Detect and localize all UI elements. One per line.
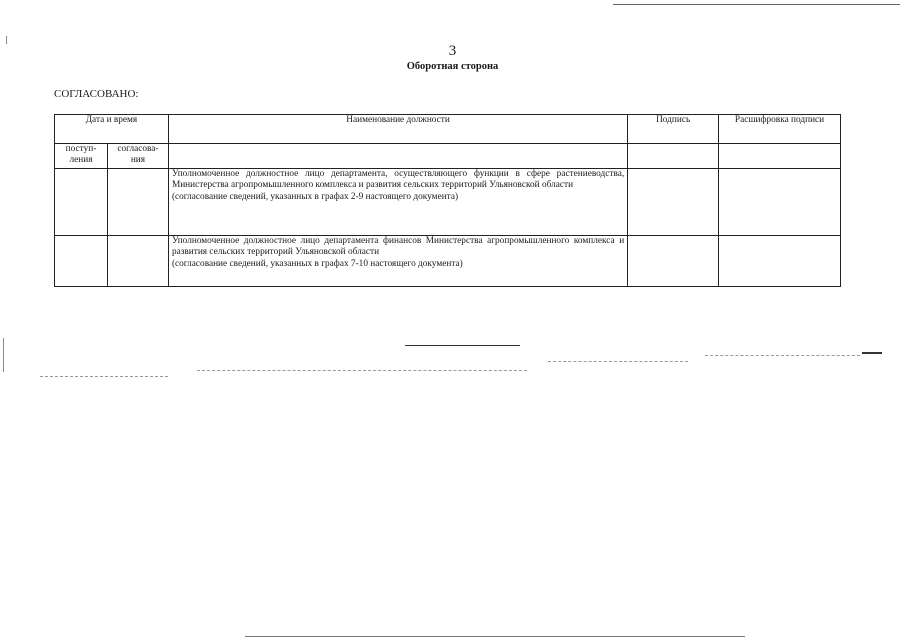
header-received xyxy=(55,144,108,169)
scan-edge-tick xyxy=(6,36,7,44)
page-number: 3 xyxy=(448,43,457,59)
row2-position-cell xyxy=(168,236,627,287)
row1-approval-cell xyxy=(107,169,168,236)
header-signature: Подпись xyxy=(628,115,719,144)
approval-table xyxy=(54,114,841,287)
scan-noise-line xyxy=(862,352,882,354)
scan-edge-mark-bottom xyxy=(245,636,745,637)
header-approval-line1: согласова- xyxy=(117,144,159,154)
row1-position-note: (согласование сведений, указанных в графах 2-9 настоящего документа) xyxy=(171,191,459,202)
row2-position-note: (согласование сведений, указанных в графах 7-10 настоящего документа) xyxy=(171,258,463,269)
row2-signature-cell xyxy=(628,236,719,287)
header-position: Наименование должности xyxy=(168,115,627,144)
scan-edge-tick xyxy=(3,338,4,372)
row2-position-text: Уполномоченное должностное лицо департамента финансов Министерства агропромышленного комплекса и развития сельских территорий Ульяновской области xyxy=(171,236,625,258)
header-decryption: Расшифровка подписи xyxy=(719,115,841,144)
scan-noise-line xyxy=(548,361,688,362)
scan-noise-line xyxy=(197,370,527,371)
header-decryption-empty xyxy=(719,144,841,169)
separator-line xyxy=(405,345,520,346)
table-row xyxy=(55,169,841,236)
row2-received-cell xyxy=(55,236,108,287)
scan-edge-mark-top xyxy=(613,4,900,5)
header-approval-line2: ния xyxy=(130,155,146,166)
header-received-line1: поступ- xyxy=(65,144,97,154)
table-header-row xyxy=(55,115,841,144)
row1-signature-cell xyxy=(628,169,719,236)
page-subtitle: Оборотная сторона xyxy=(406,61,499,72)
table-subheader-row xyxy=(55,144,841,169)
table-row xyxy=(55,236,841,287)
scan-noise-line xyxy=(705,355,860,356)
header-signature-empty xyxy=(628,144,719,169)
row1-decryption-cell xyxy=(719,169,841,236)
header-date-time: Дата и время xyxy=(55,115,169,144)
header-received-line2: ления xyxy=(69,155,93,166)
row1-received-cell xyxy=(55,169,108,236)
approved-label: СОГЛАСОВАНО: xyxy=(54,88,139,100)
scan-noise-line xyxy=(40,376,168,377)
row2-approval-cell xyxy=(107,236,168,287)
row1-position-text: Уполномоченное должностное лицо департамента, осуществляющего функции в сфере растениеводства, Министерства агропромышленного комплекса и развития сельских территорий Ульяновской области xyxy=(171,169,625,191)
row2-decryption-cell xyxy=(719,236,841,287)
header-approval xyxy=(107,144,168,169)
row1-position-cell xyxy=(168,169,627,236)
header-position-empty xyxy=(168,144,627,169)
